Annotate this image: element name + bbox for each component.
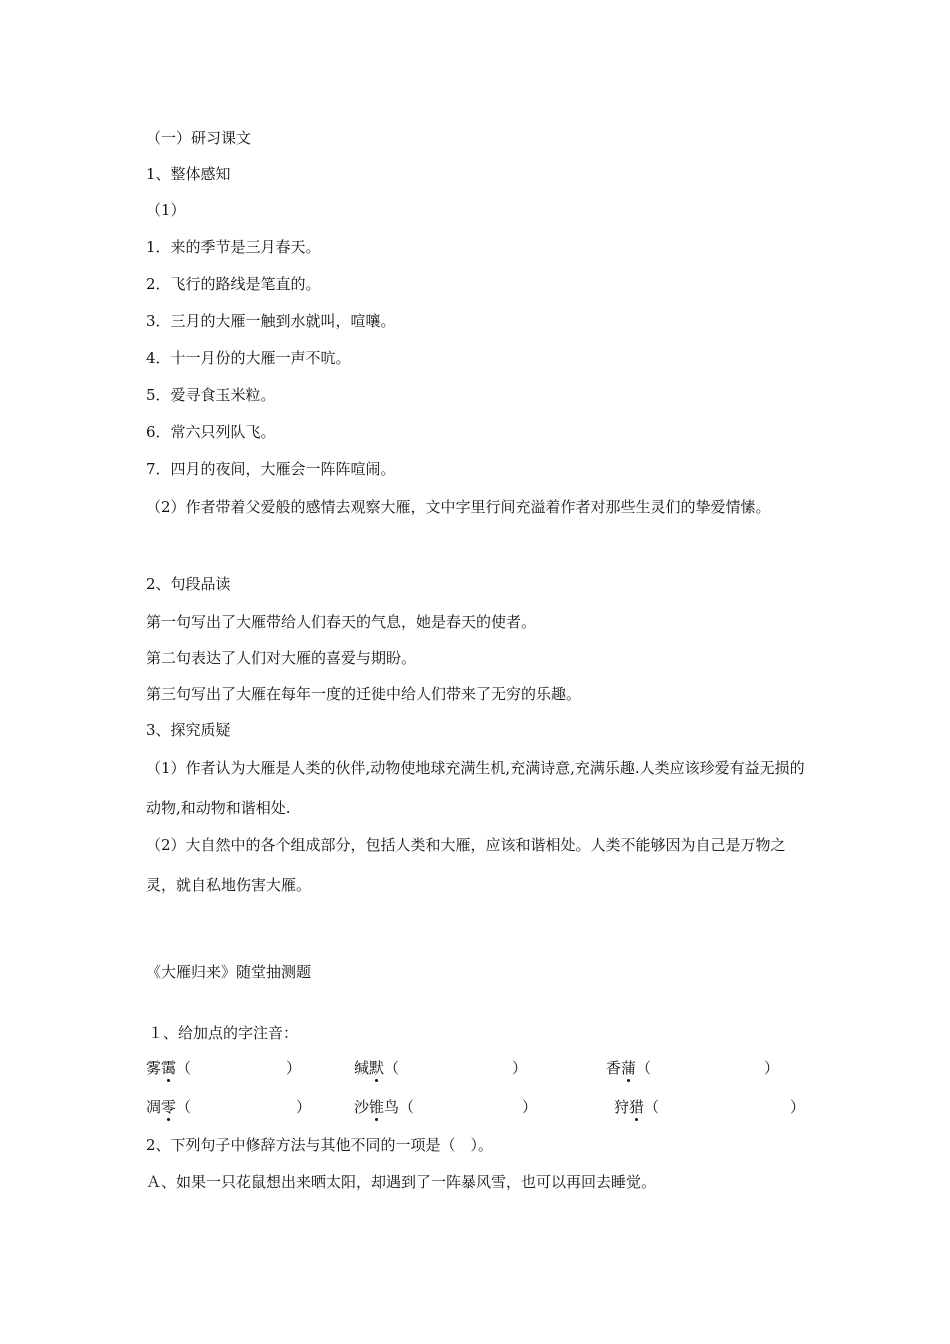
heading-inquiry: 3、探究质疑 [146, 721, 231, 739]
dotted-char: 默 [369, 1059, 385, 1077]
dotted-char: 蒲 [621, 1059, 637, 1077]
list-item: 3．三月的大雁一触到水就叫，喧嚷。 [146, 312, 396, 330]
paren-open: （ [399, 1098, 415, 1116]
heading-overall-perception: 1、整体感知 [146, 165, 231, 183]
quiz-option-a: Ａ、如果一只花鼠想出来晒太阳，却遇到了一阵暴风雪，也可以再回去睡觉。 [146, 1173, 657, 1191]
answer-blank-close[interactable]: ） [296, 1098, 312, 1116]
list-item: 6．常六只列队飞。 [146, 423, 276, 441]
pinyin-item [354, 1097, 414, 1117]
dotted-char: 锥 [369, 1098, 385, 1116]
reading-line: 第二句表达了人们对大雁的喜爱与期盼。 [146, 649, 417, 667]
char: 香 [606, 1059, 622, 1077]
inquiry-answer-2: （2）大自然中的各个组成部分，包括人类和大雁，应该和谐相处。人类不能够因为自己是万物之灵，就自私地伤害大雁。 [146, 836, 786, 894]
char: 鸟 [384, 1098, 400, 1116]
pinyin-item [614, 1097, 659, 1117]
char: 狩 [614, 1098, 630, 1116]
list-item: 4．十一月份的大雁一声不吭。 [146, 349, 351, 367]
char: 凋 [146, 1098, 162, 1116]
pinyin-item [146, 1097, 191, 1117]
list-item: 7．四月的夜间，大雁会一阵阵喧闹。 [146, 460, 396, 478]
char: 沙 [354, 1098, 370, 1116]
quiz-question-1: １、给加点的字注音： [148, 1024, 299, 1042]
heading-sentence-reading: 2、句段品读 [146, 575, 231, 593]
reading-line: 第一句写出了大雁带给人们春天的气息，她是春天的使者。 [146, 613, 537, 631]
char: 缄 [354, 1059, 370, 1077]
pinyin-row [146, 1058, 846, 1082]
dotted-char: 猎 [629, 1098, 645, 1116]
dotted-char: 零 [161, 1098, 177, 1116]
pinyin-item [606, 1058, 651, 1078]
answer-blank-close[interactable]: ） [522, 1098, 538, 1116]
paren-open: （ [636, 1059, 652, 1077]
section-title: （一）研习课文 [146, 129, 252, 147]
list-item: 1．来的季节是三月春天。 [146, 238, 321, 256]
dotted-char: 霭 [161, 1059, 177, 1077]
quiz-title: 《大雁归来》随堂抽测题 [146, 963, 312, 981]
list-item: 5．爱寻食玉米粒。 [146, 386, 276, 404]
subheading-1: （1） [146, 201, 186, 219]
paragraph-emotion: （2）作者带着父爱般的感情去观察大雁，文中字里行间充溢着作者对那些生灵们的挚爱情愫。 [146, 498, 771, 516]
answer-blank-close[interactable]: ） [764, 1059, 780, 1077]
answer-blank-close[interactable]: ） [286, 1059, 302, 1077]
pinyin-item [354, 1058, 399, 1078]
pinyin-row [146, 1097, 846, 1121]
answer-blank-close[interactable]: ） [512, 1059, 528, 1077]
inquiry-answer-1: （1）作者认为大雁是人类的伙伴,动物使地球充满生机,充满诗意,充满乐趣.人类应该珍爱有益无损的动物,和动物和谐相处. [146, 759, 805, 817]
answer-blank-close[interactable]: ） [790, 1098, 806, 1116]
paren-open: （ [384, 1059, 400, 1077]
pinyin-item [146, 1058, 191, 1078]
quiz-question-2: 2、下列句子中修辞方法与其他不同的一项是（ ）。 [146, 1136, 494, 1154]
reading-line: 第三句写出了大雁在每年一度的迁徙中给人们带来了无穷的乐趣。 [146, 685, 582, 703]
list-item: 2．飞行的路线是笔直的。 [146, 275, 321, 293]
char: 雾 [146, 1059, 162, 1077]
paren-open: （ [176, 1059, 192, 1077]
paren-open: （ [176, 1098, 192, 1116]
paren-open: （ [644, 1098, 660, 1116]
